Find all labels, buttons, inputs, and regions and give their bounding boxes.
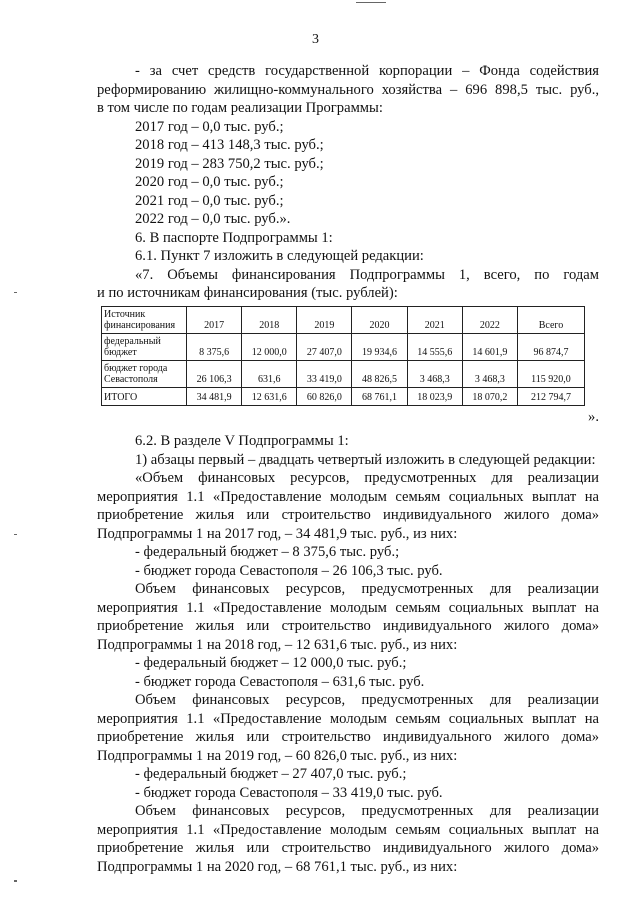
year-line: 2019 год – 283 750,2 тыс. руб.;	[135, 155, 324, 172]
table-cell: 8 375,6	[187, 333, 242, 360]
item-7-line-1: «7. Объемы финансирования Подпрограммы 1, всего, по годам	[135, 266, 599, 283]
table-cell: федеральный бюджет	[102, 333, 187, 360]
federal-budget-line: - федеральный бюджет – 27 407,0 тыс. руб.;	[135, 766, 407, 782]
table-cell: 48 826,5	[352, 360, 407, 387]
city-budget-line: - бюджет города Севастополя – 631,6 тыс. руб.	[135, 673, 425, 690]
city-budget-line: - бюджет города Севастополя – 33 419,0 тыс. руб.	[135, 784, 443, 801]
table-cell: 18 023,9	[407, 387, 462, 405]
funding-paragraph: «Объем финансовых ресурсов, предусмотренных для реализации мероприятия 1.1 «Предоставление молодым семьям социальных выплат на приобретение жилья или строительство индивидуального жилого дома» Подпрограммы 1 на 2017 год, – 34 481,9 тыс. руб., из них:	[97, 470, 599, 542]
document-body	[97, 62, 599, 876]
table-cell: 212 794,7	[518, 387, 585, 405]
table-cell: 27 407,0	[297, 333, 352, 360]
table-cell: 14 555,6	[407, 333, 462, 360]
year-line: 2020 год – 0,0 тыс. руб.;	[135, 174, 284, 190]
intro-line-2: реформированию жилищно-коммунального хозяйства – 696 898,5 тыс. руб.,	[97, 81, 599, 98]
table-cell: 34 481,9	[187, 387, 242, 405]
table-header-row	[102, 306, 585, 333]
table-cell: 631,6	[242, 360, 297, 387]
table-cell: 19 934,6	[352, 333, 407, 360]
federal-budget-line: - федеральный бюджет – 8 375,6 тыс. руб.;	[135, 544, 400, 560]
table-header-cell: 2022	[462, 306, 517, 333]
table-header-cell: 2019	[297, 306, 352, 333]
section-6-1-heading: 6.1. Пункт 7 изложить в следующей редакции:	[135, 248, 424, 264]
table-header-cell: Всего	[518, 306, 585, 333]
table-total-row	[102, 387, 585, 405]
section-6-2-heading: 6.2. В разделе V Подпрограммы 1:	[135, 433, 349, 449]
subitem-1: 1) абзацы первый – двадцать четвертый изложить в следующей редакции:	[135, 451, 596, 468]
page-number: 3	[312, 32, 319, 47]
scan-artifact	[356, 2, 386, 3]
table-cell: 60 826,0	[297, 387, 352, 405]
scan-artifact	[14, 292, 17, 293]
closing-quote: ».	[588, 408, 599, 425]
table-cell: бюджет города Севастополя	[102, 360, 187, 387]
table-cell: 14 601,9	[462, 333, 517, 360]
table-row	[102, 333, 585, 360]
table-cell: 26 106,3	[187, 360, 242, 387]
scan-artifact	[14, 880, 17, 882]
funding-paragraph: Объем финансовых ресурсов, предусмотренных для реализации мероприятия 1.1 «Предоставление молодым семьям социальных выплат на приобретение жилья или строительство индивидуального жилого дома» Подпрограммы 1 на 2019 год, – 60 826,0 тыс. руб., из них:	[97, 692, 599, 764]
intro-line-1: - за счет средств государственной корпорации – Фонда содействия	[135, 63, 599, 79]
table-cell: 96 874,7	[518, 333, 585, 360]
funding-paragraph: Объем финансовых ресурсов, предусмотренных для реализации мероприятия 1.1 «Предоставление молодым семьям социальных выплат на приобретение жилья или строительство индивидуального жилого дома» Подпрограммы 1 на 2020 год, – 68 761,1 тыс. руб., из них:	[97, 803, 599, 875]
table-header-cell: Источник финансирования	[102, 306, 187, 333]
year-line: 2017 год – 0,0 тыс. руб.;	[135, 118, 284, 135]
intro-line-3: в том числе по годам реализации Программы:	[97, 100, 383, 116]
table-header-cell: 2018	[242, 306, 297, 333]
city-budget-line: - бюджет города Севастополя – 26 106,3 тыс. руб.	[135, 562, 443, 579]
federal-budget-line: - федеральный бюджет – 12 000,0 тыс. руб.;	[135, 655, 407, 671]
table-header-cell: 2017	[187, 306, 242, 333]
funding-paragraph: Объем финансовых ресурсов, предусмотренных для реализации мероприятия 1.1 «Предоставление молодым семьям социальных выплат на приобретение жилья или строительство индивидуального жилого дома» Подпрограммы 1 на 2018 год, – 12 631,6 тыс. руб., из них:	[97, 581, 599, 653]
table-cell: 3 468,3	[407, 360, 462, 387]
table-cell: 33 419,0	[297, 360, 352, 387]
financing-table	[101, 306, 585, 406]
year-line: 2022 год – 0,0 тыс. руб.».	[135, 211, 291, 227]
table-cell: 3 468,3	[462, 360, 517, 387]
table-cell: 115 920,0	[518, 360, 585, 387]
table-cell: 12 000,0	[242, 333, 297, 360]
table-cell: 18 070,2	[462, 387, 517, 405]
year-line: 2021 год – 0,0 тыс. руб.;	[135, 192, 284, 209]
table-row	[102, 360, 585, 387]
item-7-line-2: и по источникам финансирования (тыс. рублей):	[97, 285, 398, 301]
table-cell: 68 761,1	[352, 387, 407, 405]
table-cell: 12 631,6	[242, 387, 297, 405]
section-6-heading: 6. В паспорте Подпрограммы 1:	[135, 229, 333, 246]
year-line: 2018 год – 413 148,3 тыс. руб.;	[135, 137, 324, 153]
scan-artifact	[14, 534, 17, 535]
table-header-cell: 2020	[352, 306, 407, 333]
table-header-cell: 2021	[407, 306, 462, 333]
table-cell: ИТОГО	[102, 387, 187, 405]
